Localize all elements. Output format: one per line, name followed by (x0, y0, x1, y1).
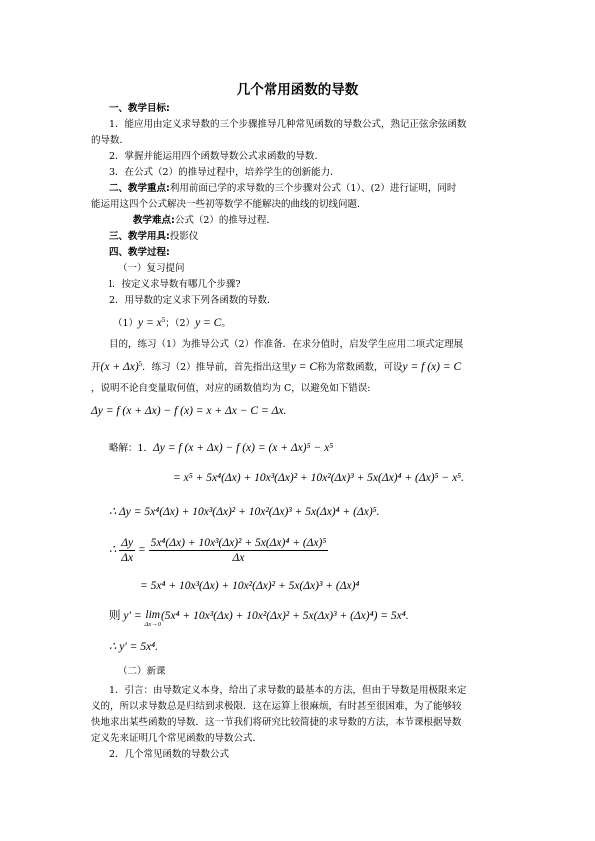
purpose-line-2-mid-1: ．练习（2）推导前，首先指出这里 (142, 362, 291, 374)
exercise-separator: ；（2） (165, 318, 196, 330)
difficulty-text: 公式（2）的推导过程． (174, 215, 276, 226)
solution-fraction-line: ∴ $\frac{\Delta y}{\Delta x}$ = $\frac{\text{5x⁴(Δx) + 10x³(Δx)² + 5x(Δx)⁴ + (Δx)⁵}}{\Delta x}$ (109, 537, 327, 564)
fraction-rhs-numerator: 5x⁴(Δx) + 10x³(Δx)² + 5x(Δx)⁴ + (Δx)⁵ (150, 537, 327, 549)
limit-operator (145, 610, 161, 628)
limit-lhs: y′ = (123, 610, 145, 622)
purpose-binomial-math: (x + Δx) (100, 361, 139, 374)
purpose-line-1: 目的，练习（1）为推导公式（2）作准备．在求分值时，启发学生应用二项式定理展 (109, 339, 464, 350)
purpose-line-2-pre: 开 (91, 362, 101, 374)
fraction-lhs (119, 536, 135, 565)
goal-2: 2．掌握并能运用四个函数导数公式求函数的导数． (109, 151, 325, 162)
goal-1-line-2: 的导数． (91, 135, 130, 146)
limit-subscript: Δx→0 (144, 621, 161, 628)
fraction-lhs-denominator: Δx (121, 552, 134, 564)
intro-line-3: 快地求出某些函数的导数．这一节我们将研究比较简捷的求导数的方法，本节课根据导数 (91, 717, 462, 728)
fraction-rhs-denominator: Δx (232, 552, 245, 564)
then-word: 则 (109, 610, 121, 622)
exercise-1-exponent: 5 (161, 316, 166, 324)
error-equation: Δy = f (x + Δx) − f (x) = x + Δx − C = Δx. (91, 405, 287, 417)
process-heading: 四、教学过程: (109, 247, 170, 258)
exercise-1-label: （1） (113, 318, 139, 330)
review-question-1: l．按定义求导数有哪几个步骤? (109, 279, 241, 290)
exercise-end: 。 (221, 318, 231, 330)
solution-line-1 (109, 442, 333, 455)
purpose-constant-math: y = C (290, 361, 317, 374)
purpose-line-2-mid-2: 称为常数函数，可设 (317, 362, 403, 374)
tools-heading: 三、教学用具: (109, 231, 170, 242)
review-heading: （一）复习提问 (118, 263, 185, 274)
new-lesson-heading: （二）新课 (118, 666, 166, 677)
difficulty-heading: 教学难点: (133, 215, 175, 226)
formulas-heading: 2．几个常见函数的导数公式 (109, 749, 230, 760)
section-goals-heading: 一、教学目标: (109, 103, 170, 114)
purpose-line-2 (91, 358, 461, 374)
page-title: 几个常用函数的导数 (236, 82, 359, 98)
tools-text: 投影仪 (169, 231, 199, 242)
goal-3: 3．在公式（2）的推导过程中，培养学生的创新能力． (109, 167, 340, 178)
exercise-2-math: y = C (195, 317, 222, 330)
purpose-line-3: ，说明不论自变量取何值，对应的函数值均为 C，以避免如下错误: (91, 383, 371, 394)
solution-eq-1: Δy = f (x + Δx) − f (x) = (x + Δx)⁵ − x⁵ (153, 442, 334, 454)
review-question-2: 2．用导数的定义求下列各函数的导数． (109, 295, 277, 306)
difficulty-line (133, 214, 276, 227)
purpose-function-math: y = f (x) = C (402, 361, 462, 374)
intro-line-4: 定义先来证明几个常见函数的导数公式． (91, 733, 263, 744)
intro-line-2: 义的，所以求导数总是归结到求极限．这在运算上很麻烦，有时甚至很困难，为了能够较 (91, 701, 462, 712)
solution-limit-line (109, 610, 409, 628)
key-points-line-1 (109, 182, 456, 195)
purpose-binomial-exponent: 5 (138, 360, 143, 368)
exercise-1-math: y = x (138, 317, 162, 330)
therefore-symbol: ∴ (109, 544, 117, 557)
fraction-lhs-numerator: Δy (121, 537, 134, 549)
limit-rhs: (5x⁴ + 10x³(Δx) + 10x²(Δx)² + 5x(Δx)³ + (Δx)⁴) = 5x⁴. (160, 610, 409, 622)
limit-word: lim (145, 609, 161, 621)
solution-label: 略解：1． (109, 443, 154, 454)
solution-eq-2: = x⁵ + 5x⁴(Δx) + 10x³(Δx)² + 10x²(Δx)³ + 5x(Δx)⁴ + (Δx)⁵ − x⁵. (173, 472, 465, 484)
tools-line (109, 230, 198, 243)
goal-1-line-1: 1．能应用由定义求导数的三个步骤推导几种常见函数的导数公式，熟记正弦余弦函数 (109, 119, 467, 130)
solution-eq-5: = 5x⁴ + 10x³(Δx) + 10x²(Δx)² + 5x(Δx)³ + (Δx)⁴ (140, 580, 360, 592)
review-exercises (113, 314, 231, 330)
fraction-rhs (149, 536, 329, 565)
key-points-line-2: 能运用这四个公式解决一些初等数学不能解决的曲线的切线问题． (91, 199, 367, 210)
intro-line-1: 1．引言：由导数定义本身，给出了求导数的最基本的方法，但由于导数是用极限来定 (109, 685, 467, 696)
solution-final: ∴ y′ = 5x⁴. (109, 641, 159, 653)
key-points-text-a: 利用前面已学的求导数的三个步骤对公式（1）、(2）进行证明，同时 (169, 183, 457, 194)
key-points-heading: 二、教学重点: (109, 183, 170, 194)
solution-eq-3: ∴ Δy = 5x⁴(Δx) + 10x³(Δx)² + 10x²(Δx)³ + 5x(Δx)⁴ + (Δx)⁵. (109, 506, 380, 518)
